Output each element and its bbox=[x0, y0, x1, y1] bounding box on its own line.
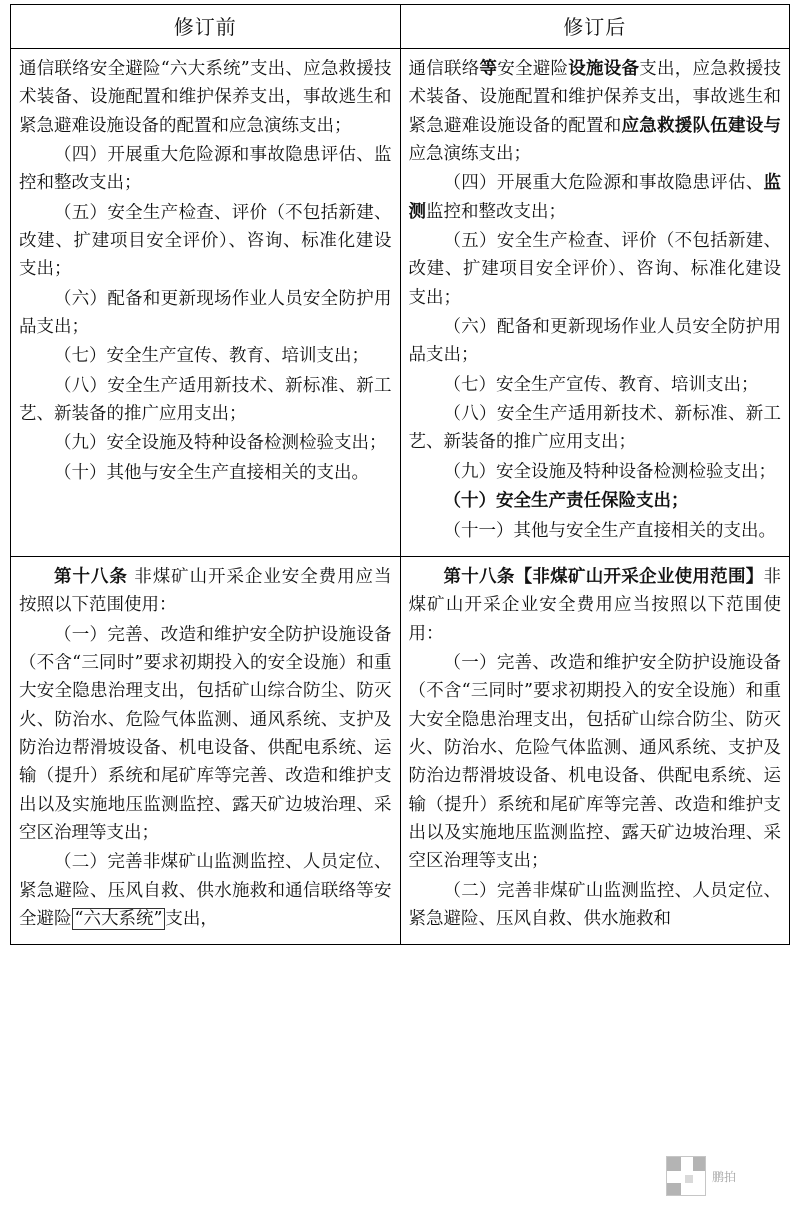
paragraph: 通信联络等安全避险设施设备支出，应急救援技术装备、设施配置和维护保养支出，事故逃生和紧急避难设施设备的配置和应急救援队伍建设与应急演练支出； bbox=[408, 59, 781, 165]
paragraph: （八）安全生产适用新技术、新标准、新工艺、新装备的推广应用支出； bbox=[408, 404, 781, 453]
paragraph: （一）完善、改造和维护安全防护设施设备（不含“三同时”要求初期投入的安全设施）和重大安全隐患治理支出，包括矿山综合防尘、防灭火、防治水、危险气体监测、通风系统、支护及防治边帮滑坡设备、机电设备、供配电系统、运输（提升）系统和尾矿库等完善、改造和维护支出以及实施地压监测监控、露天矿边坡治理、采空区治理等支出； bbox=[408, 652, 781, 872]
paragraph: （六）配备和更新现场作业人员安全防护用品支出； bbox=[19, 288, 392, 338]
paragraph: （二）完善非煤矿山监测监控、人员定位、紧急避险、压风自救、供水施救和通信联络等安全避险 “六大系统” 支出， bbox=[19, 852, 392, 929]
paragraph: （五）安全生产检查、评价（不包括新建、改建、扩建项目安全评价）、咨询、标准化建设支出； bbox=[408, 231, 781, 308]
paragraph: 第十八条 非煤矿山开采企业安全费用应当按照以下范围使用： bbox=[19, 566, 392, 616]
column-header-after: 修订后 bbox=[400, 5, 790, 49]
paragraph: （四）开展重大危险源和事故隐患评估、监测监控和整改支出； bbox=[408, 173, 781, 222]
qr-code-icon bbox=[666, 1156, 706, 1196]
paragraph: （八）安全生产适用新技术、新标准、新工艺、新装备的推广应用支出； bbox=[19, 375, 392, 425]
paragraph: （十）其他与安全生产直接相关的支出。 bbox=[54, 462, 369, 483]
paragraph: （九）安全设施及特种设备检测检验支出； bbox=[54, 433, 387, 454]
paragraph: 第十八条【非煤矿山开采企业使用范围】非煤矿山开采企业安全费用应当按照以下范围使用： bbox=[408, 566, 781, 644]
paragraph: （十）安全生产责任保险支出； bbox=[443, 491, 689, 512]
cell-before-2 bbox=[11, 556, 401, 944]
paragraph: （九）安全设施及特种设备检测检验支出； bbox=[443, 461, 776, 482]
table-header-row bbox=[11, 5, 790, 49]
table-row bbox=[11, 556, 790, 944]
paragraph: （一）完善、改造和维护安全防护设施设备（不含“三同时”要求初期投入的安全设施）和重大安全隐患治理支出，包括矿山综合防尘、防灭火、防治水、危险气体监测、通风系统、支护及防治边帮滑坡设备、机电设备、供配电系统、运输（提升）系统和尾矿库等完善、改造和维护支出以及实施地压监测监控、露天矿边坡治理、采空区治理等支出； bbox=[19, 624, 392, 843]
column-header-before: 修订前 bbox=[11, 5, 401, 49]
paragraph: （六）配备和更新现场作业人员安全防护用品支出； bbox=[408, 317, 781, 366]
paragraph: 通信联络安全避险“六大系统”支出、应急救援技术装备、设施配置和维护保养支出，事故逃生和紧急避难设施设备的配置和应急演练支出； bbox=[19, 59, 392, 136]
cell-after-1 bbox=[400, 49, 790, 557]
cell-after-2 bbox=[400, 556, 790, 944]
paragraph: （七）安全生产宣传、教育、培训支出； bbox=[443, 374, 759, 395]
cell-before-1 bbox=[11, 49, 401, 557]
paragraph: （五）安全生产检查、评价（不包括新建、改建、扩建项目安全评价）、咨询、标准化建设支出； bbox=[19, 202, 392, 280]
paragraph: （二）完善非煤矿山监测监控、人员定位、紧急避险、压风自救、供水施救和 bbox=[408, 880, 781, 929]
paragraph: （四）开展重大危险源和事故隐患评估、监控和整改支出； bbox=[19, 145, 392, 194]
paragraph: （十一）其他与安全生产直接相关的支出。 bbox=[443, 520, 776, 541]
paragraph: （七）安全生产宣传、教育、培训支出； bbox=[54, 346, 369, 367]
watermark bbox=[666, 1154, 786, 1198]
watermark-label: 鹏拍 bbox=[712, 1169, 737, 1184]
revision-comparison-table bbox=[10, 4, 790, 945]
table-row bbox=[11, 49, 790, 557]
